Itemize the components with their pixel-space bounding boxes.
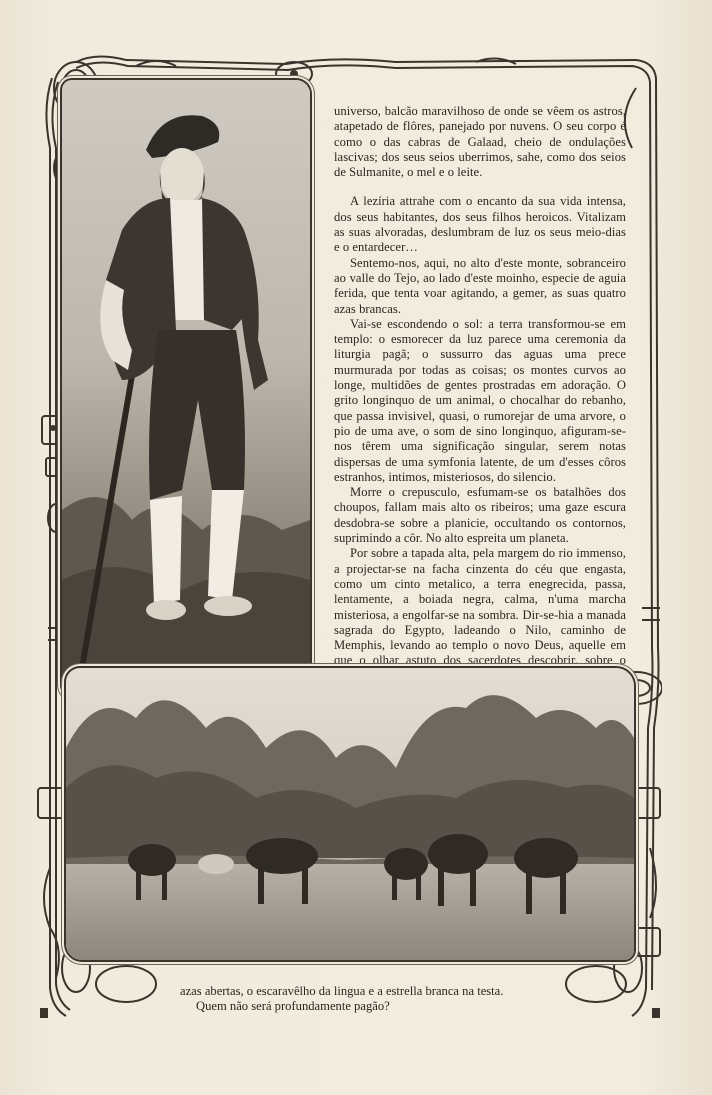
closing-paragraph: Quem não será profundamente pagão? <box>196 999 390 1014</box>
portrait-photograph-art <box>62 80 310 697</box>
continuation-paragraph: azas abertas, o escaravêlho da lingua e a estrella branca na testa. <box>180 984 504 998</box>
cattle-in-river-photograph <box>66 668 634 960</box>
paragraph-2: A lezíria attrahe com o encanto da sua vida intensa, dos seus habitantes, dos seus filhos heroicos. Vitalizam as suas alvoradas, deslumbram de luz os seus meio-dias e o entardecer… <box>334 194 626 255</box>
cattle-in-river-photograph-art <box>66 668 634 960</box>
paragraph-1: universo, balcão maravilhoso de onde se vêem os astros, atapetado de flôres, panejado por nuvens. O seu corpo é como o das cabras de Galaad, cheio de ondulações lascivas; dos seus seios uberrimos, sahe, como dos seios de Sulmanite, o mel e o leite. <box>334 104 626 180</box>
article-continuation <box>180 984 506 1015</box>
paragraph-6: Por sobre a tapada alta, pela margem do rio immenso, a projectar-se na facha cinzenta do céu que engasta, como um cinto metalico, a terra enegrecida, passa, lentamente, a boiada negra, calma, n'uma marcha misteriosa, a engolfar-se na sombra. Dir-se-hia a manada sagrada do Egypto, ladeando o Nilo, caminho de Memphis, levando ao templo o novo Deus, aquelle em que o olhar astuto dos sacerdotes descobrir, sobre o <box>334 546 626 668</box>
portrait-photograph <box>62 80 310 697</box>
paragraph-4: Vai-se escondendo o sol: a terra transformou-se em templo: o esmorecer da luz parece uma ceremonia da liturgia pagã; o sussurro das aguas uma prece murmurada por todas as coisas; os montes curvos ao longe, multidões de gentes prostradas em adoração. O grito longinquo de um animal, o chocalhar do rebanho, que passa invisivel, quasi, o rumorejar de uma arvore, o pio de uma ave, o som de sino longinquo, afiguram-se-nos têrem uma significação singular, serem notas dispersas de uma symfonia latente, de um d'esses côros estranhos, intimos, misteriosos, do silencio. <box>334 316 626 484</box>
paragraph-3: Sentemo-nos, aqui, no alto d'este monte, sobranceiro ao valle do Tejo, ao lado d'este moinho, especie de aguia ferida, que tenta voar agitando, a gemer, as suas quatro azas brancas. <box>334 255 626 316</box>
article-text-column <box>334 104 626 684</box>
paragraph-5: Morre o crepusculo, esfumam-se os batalhões dos choupos, fallam mais alto os ribeiros; uma gaze escura desdobra-se sobre a planicie, occultando os contornos, suprimindo a côr. No alto espreita um planeta. <box>334 485 626 546</box>
